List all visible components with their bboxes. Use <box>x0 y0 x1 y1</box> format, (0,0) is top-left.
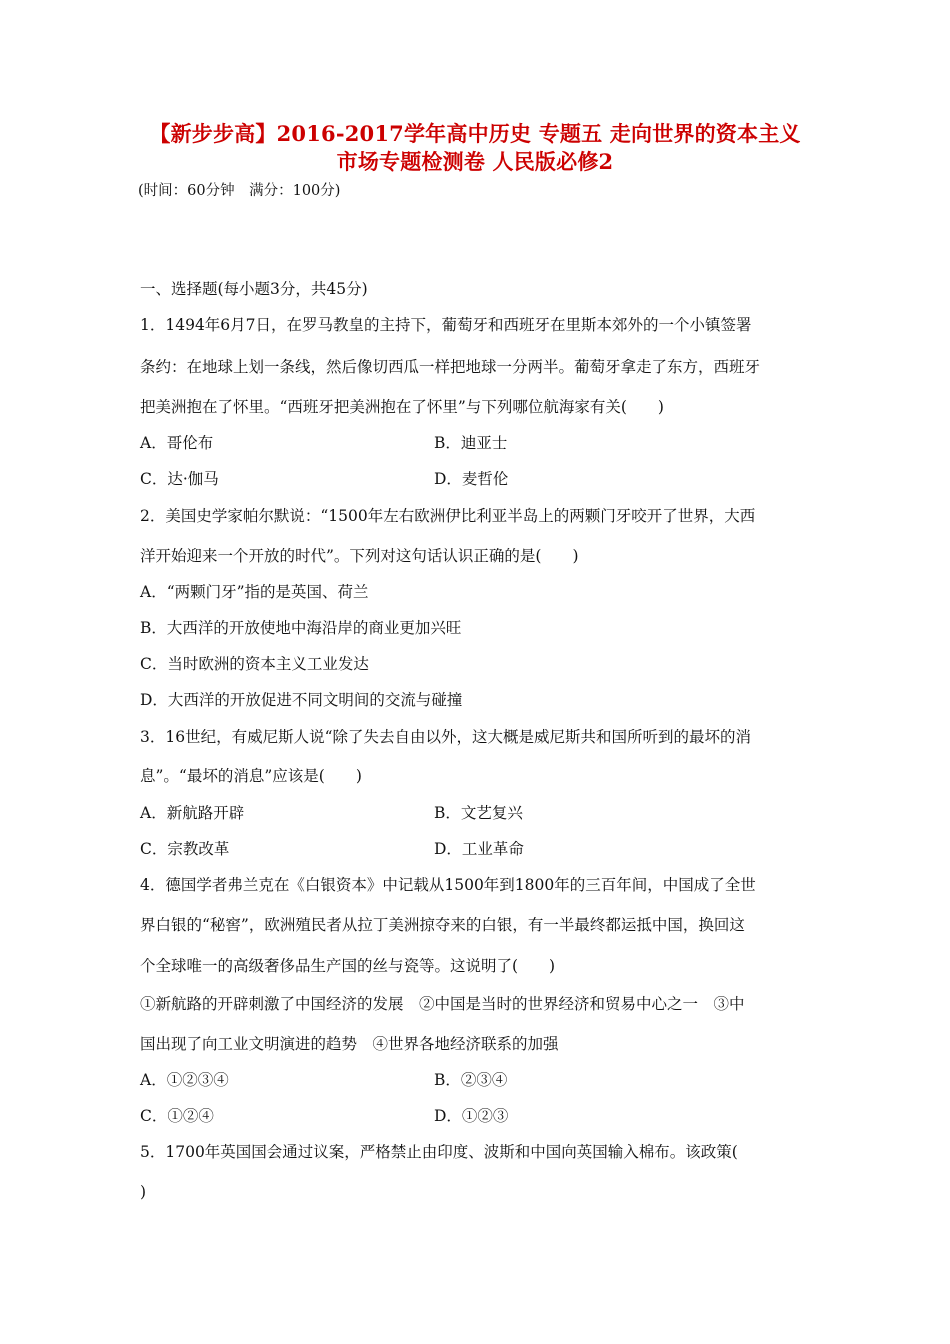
q1-stem-line3: 把美洲抱在了怀里。“西班牙把美洲抱在了怀里”与下列哪位航海家有关( ) <box>140 398 664 416</box>
q2-stem-line2: 洋开始迎来一个开放的时代”。下列对这句话认识正确的是( ) <box>140 547 579 565</box>
q4-stem-line1: 4．德国学者弗兰克在《白银资本》中记载从1500年到1800年的三百年间，中国成了全世 <box>140 876 756 894</box>
exam-time-score: (时间：60分钟 满分：100分) <box>138 183 341 199</box>
q2-option-b: B．大西洋的开放使地中海沿岸的商业更加兴旺 <box>140 619 462 637</box>
section-heading: 一、选择题(每小题3分，共45分) <box>140 280 368 298</box>
q2-option-c: C．当时欧洲的资本主义工业发达 <box>140 655 369 673</box>
q4-stem-line2: 界白银的“秘窖”，欧洲殖民者从拉丁美洲掠夺来的白银，有一半最终都运抵中国，换回这 <box>140 916 745 934</box>
q5-stem-line2: ) <box>140 1183 147 1201</box>
q1-option-d: D．麦哲伦 <box>434 470 509 488</box>
q4-option-d: D．①②③ <box>434 1107 509 1125</box>
q4-option-a: A．①②③④ <box>140 1071 229 1089</box>
q2-option-a: A．“两颗门牙”指的是英国、荷兰 <box>140 583 369 601</box>
q1-option-a: A．哥伦布 <box>140 434 214 452</box>
q2-option-d: D．大西洋的开放促进不同文明间的交流与碰撞 <box>140 691 463 709</box>
q3-option-b: B．文艺复兴 <box>434 804 523 822</box>
q1-option-b: B．迪亚士 <box>434 434 508 452</box>
q4-option-b: B．②③④ <box>434 1071 508 1089</box>
q4-stem-line3: 个全球唯一的高级奢侈品生产国的丝与瓷等。这说明了( ) <box>140 957 556 975</box>
q3-stem-line1: 3．16世纪，有威尼斯人说“除了失去自由以外，这大概是威尼斯共和国所听到的最坏的消 <box>140 728 752 746</box>
q1-stem-line1: 1．1494年6月7日，在罗马教皇的主持下，葡萄牙和西班牙在里斯本郊外的一个小镇签署 <box>140 316 752 334</box>
q1-option-c: C．达·伽马 <box>140 470 219 488</box>
q1-stem-line2: 条约：在地球上划一条线，然后像切西瓜一样把地球一分两半。葡萄牙拿走了东方，西班牙 <box>140 358 761 376</box>
doc-title-line2: 市场专题检测卷 人民版必修2 <box>336 149 614 174</box>
q4-statements-line1: ①新航路的开辟刺激了中国经济的发展 ②中国是当时的世界经济和贸易中心之一 ③中 <box>140 995 745 1013</box>
q4-option-c: C．①②④ <box>140 1107 214 1125</box>
q4-statements-line2: 国出现了向工业文明演进的趋势 ④世界各地经济联系的加强 <box>140 1035 559 1053</box>
q3-option-c: C．宗教改革 <box>140 840 230 858</box>
q3-option-a: A．新航路开辟 <box>140 804 245 822</box>
q3-stem-line2: 息”。“最坏的消息”应该是( ) <box>140 767 362 785</box>
q5-stem-line1: 5．1700年英国国会通过议案，严格禁止由印度、波斯和中国向英国输入棉布。该政策( <box>140 1143 738 1161</box>
q3-option-d: D．工业革命 <box>434 840 524 858</box>
doc-title-line1: 【新步步高】2016-2017学年高中历史 专题五 走向世界的资本主义 <box>149 121 801 146</box>
q2-stem-line1: 2．美国史学家帕尔默说：“1500年左右欧洲伊比利亚半岛上的两颗门牙咬开了世界，大西 <box>140 507 756 525</box>
